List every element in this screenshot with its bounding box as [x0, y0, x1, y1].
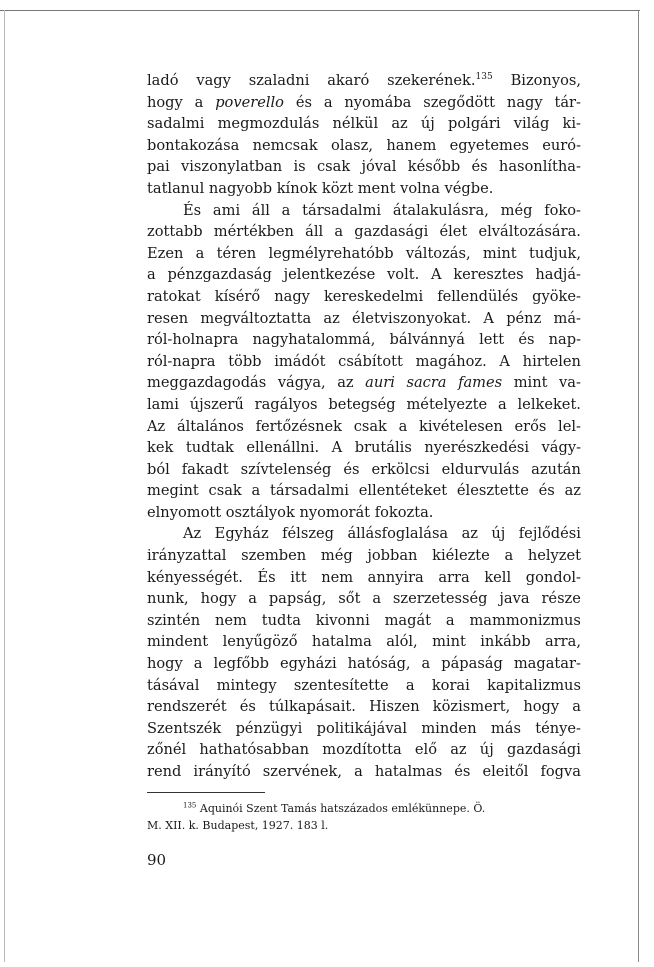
- word: és: [239, 698, 256, 716]
- word: vagy: [196, 72, 231, 89]
- word: társadalmi: [270, 482, 349, 500]
- page-number: 90: [147, 851, 167, 869]
- word: azután: [531, 460, 581, 478]
- word: hogy: [147, 93, 183, 111]
- word: a: [572, 698, 581, 716]
- word: A: [499, 352, 510, 370]
- word: sacra: [406, 374, 447, 392]
- word: lel-: [558, 417, 581, 435]
- word: hogy: [200, 590, 237, 608]
- word: több: [228, 352, 262, 370]
- word: kiélezte: [432, 547, 490, 565]
- word: sőt: [338, 590, 361, 608]
- text-line: [147, 416, 581, 438]
- text-line: [147, 394, 581, 416]
- word: eleitől: [482, 763, 529, 780]
- word: nemcsak: [252, 136, 318, 154]
- word: mértékben: [213, 223, 294, 241]
- word: bálvánnyá: [389, 331, 465, 349]
- word: és: [343, 460, 360, 478]
- word: a: [147, 266, 156, 284]
- word: hogy: [147, 655, 183, 673]
- word: kísérő: [214, 287, 261, 305]
- word: a: [398, 417, 408, 435]
- word: ról-napra: [147, 352, 216, 370]
- word: az: [450, 741, 467, 759]
- word: a: [193, 655, 203, 673]
- text-line: [147, 156, 581, 178]
- word: csak: [208, 482, 242, 500]
- word: jelentkezése: [283, 266, 376, 284]
- word: hatalma: [311, 633, 372, 651]
- text-line: [147, 718, 581, 740]
- word: meggazdagodás: [147, 374, 267, 392]
- text-line: [147, 372, 581, 394]
- word: mindent: [147, 633, 209, 651]
- footnote-line-2: M. XII. k. Budapest, 1927. 183 l.: [147, 819, 329, 832]
- word: téren: [216, 244, 257, 262]
- word: legmélyrehatóbb: [268, 244, 394, 262]
- word: kell: [484, 568, 512, 586]
- page-edge-left: [4, 10, 5, 962]
- word: java: [499, 590, 530, 608]
- word: kivételesen: [419, 417, 503, 435]
- text-line: [147, 70, 581, 92]
- word: Szentszék: [147, 719, 222, 737]
- word: jobban: [367, 547, 418, 565]
- word: életviszonyokat.: [352, 309, 472, 327]
- text-line: [147, 610, 581, 632]
- word: új: [491, 525, 506, 543]
- word: itt: [290, 568, 307, 586]
- word: élet: [439, 223, 468, 241]
- text-line: [147, 113, 581, 135]
- text-line: [147, 329, 581, 351]
- text-line: [147, 480, 581, 502]
- word: irányító: [193, 763, 251, 780]
- word: erkölcsi: [371, 460, 430, 478]
- word: nap-: [548, 331, 581, 349]
- word: osztályok: [225, 503, 300, 521]
- word: a: [248, 590, 257, 608]
- word: még: [500, 201, 533, 219]
- word: keresztes: [453, 266, 524, 284]
- footnote-line-1: [147, 800, 581, 817]
- word: a: [405, 676, 415, 694]
- text-line: [147, 221, 581, 243]
- word: gondol-: [525, 568, 581, 586]
- word: nyomába: [344, 93, 412, 111]
- word: az: [461, 525, 478, 543]
- word: kereskedelmi: [323, 287, 424, 305]
- word: ment: [357, 179, 401, 197]
- word: pénzgazdaság: [167, 266, 272, 284]
- word: hasonlítha-: [498, 158, 581, 176]
- word: Bizonyos,: [510, 72, 581, 89]
- word: fellendülés: [437, 287, 519, 305]
- word: kényességét.: [147, 568, 243, 586]
- text-line: [147, 761, 581, 783]
- word: zőnél: [147, 741, 187, 759]
- word: viszonylatban: [181, 158, 283, 176]
- word: lett: [479, 331, 505, 349]
- text-line: [147, 135, 581, 157]
- word: kínok: [276, 179, 322, 197]
- word: nem: [215, 611, 247, 629]
- word: hirtelen: [522, 352, 581, 370]
- text-line: [147, 286, 581, 308]
- text-line: [147, 351, 581, 373]
- word: betegség: [328, 395, 396, 413]
- word: elő: [414, 741, 437, 759]
- text-line: [147, 653, 581, 675]
- word: hatalmas: [374, 763, 443, 780]
- word: tár-: [554, 93, 581, 111]
- text-line: [147, 437, 581, 459]
- footnote-text-1: Aquinói Szent Tamás hatszázados emlékünnepe. Ö.: [196, 802, 486, 815]
- word: nem: [321, 568, 354, 586]
- word: az: [564, 482, 581, 500]
- word: szervének,: [262, 763, 342, 780]
- word: pénz: [506, 309, 542, 327]
- word: rendszerét: [147, 698, 227, 716]
- word: nagy: [506, 93, 543, 111]
- word: lami: [147, 395, 179, 413]
- word: szekerének.$^{135}$: [387, 72, 493, 89]
- text-line: [147, 739, 581, 761]
- word: nagyhatalommá,: [252, 331, 376, 349]
- word: A: [331, 439, 343, 457]
- word: A: [483, 309, 494, 327]
- word: fokozta.: [374, 503, 434, 521]
- word: hatóság,: [347, 655, 411, 673]
- word: szemben: [241, 547, 307, 565]
- word: pápaság: [441, 655, 503, 673]
- word: pai: [147, 158, 170, 176]
- word: nyomorát: [299, 503, 375, 521]
- word: a: [251, 482, 261, 500]
- word: szegődött: [423, 93, 496, 111]
- word: irányzattal: [147, 547, 227, 565]
- word: vágya,: [277, 374, 326, 392]
- word: szintén: [147, 611, 201, 629]
- word: csábított: [338, 352, 403, 370]
- word: És: [183, 201, 202, 219]
- word: a: [498, 395, 507, 413]
- word: csak: [316, 158, 351, 176]
- word: sadalmi: [147, 115, 205, 133]
- word: a: [421, 655, 431, 673]
- word: annyira: [367, 568, 424, 586]
- word: a: [445, 611, 455, 629]
- word: kek: [147, 439, 174, 457]
- word: ami: [212, 201, 241, 219]
- page-edge-top: [0, 10, 640, 11]
- word: euró-: [542, 136, 581, 154]
- word: ténye-: [535, 719, 581, 737]
- word: fakadt: [181, 460, 229, 478]
- word: papság,: [268, 590, 327, 608]
- word: ragályos: [254, 395, 318, 413]
- word: erős: [514, 417, 547, 435]
- word: szívtelenség: [240, 460, 332, 478]
- word: ki-: [562, 115, 581, 133]
- word: vágy-: [541, 439, 581, 457]
- word: inkább: [480, 633, 531, 651]
- word: tásával: [147, 676, 200, 694]
- word: olasz,: [331, 136, 374, 154]
- word: közismert,: [432, 698, 511, 716]
- word: átalakulásra,: [392, 201, 489, 219]
- word: hogy: [523, 698, 560, 716]
- word: társadalmi: [302, 201, 382, 219]
- word: ról-holnapra: [147, 331, 239, 349]
- word: még: [320, 547, 353, 565]
- word: más: [490, 719, 521, 737]
- word: egyházi: [279, 655, 337, 673]
- word: És: [257, 568, 276, 586]
- word: jóval: [361, 158, 397, 176]
- word: resen: [147, 309, 189, 327]
- word: má-: [553, 309, 581, 327]
- text-line: [147, 545, 581, 567]
- word: kapitalizmus: [487, 676, 581, 694]
- word: nyerészkedési: [424, 439, 530, 457]
- word: része: [541, 590, 581, 608]
- word: brutális: [354, 439, 412, 457]
- text-line: [147, 502, 581, 524]
- word: mint: [513, 374, 548, 392]
- word: auri: [365, 374, 395, 392]
- word: fejlődési: [518, 525, 581, 543]
- text-line: [147, 567, 581, 589]
- text-line: [147, 92, 581, 114]
- word: va-: [559, 374, 581, 392]
- word: mintegy: [216, 676, 277, 694]
- text-line: [147, 696, 581, 718]
- word: gazdasági: [354, 223, 429, 241]
- word: megváltoztatta: [200, 309, 312, 327]
- word: A: [431, 266, 442, 284]
- word: túlkapásait.: [269, 698, 356, 716]
- word: lenyűgöző: [222, 633, 298, 651]
- word: ból: [147, 460, 170, 478]
- word: ellenállni.: [246, 439, 320, 457]
- word: végbe.: [444, 179, 494, 197]
- word: arra,: [544, 633, 581, 651]
- word: magát: [384, 611, 432, 629]
- word: zottabb: [147, 223, 203, 241]
- word: változás,: [405, 244, 471, 262]
- word: az: [391, 115, 408, 133]
- text-line: [147, 308, 581, 330]
- word: megint: [147, 482, 199, 500]
- word: kivonni: [315, 611, 370, 629]
- text-line: [147, 178, 581, 200]
- word: az: [337, 374, 354, 392]
- word: alól,: [386, 633, 418, 651]
- word: fogva: [540, 763, 581, 780]
- word: politikájával: [316, 719, 407, 737]
- text-line: [147, 523, 581, 545]
- word: a: [194, 93, 204, 111]
- word: rend: [147, 763, 182, 780]
- text-line: [147, 631, 581, 653]
- word: egyetemes: [449, 136, 529, 154]
- word: korai: [431, 676, 470, 694]
- word: nunk,: [147, 590, 189, 608]
- word: poverello: [215, 93, 284, 111]
- text-line: [147, 588, 581, 610]
- word: minden: [421, 719, 477, 737]
- word: imádót: [274, 352, 326, 370]
- word: az: [323, 309, 340, 327]
- word: hathatósabban: [199, 741, 310, 759]
- word: állásfoglalása: [347, 525, 449, 543]
- word: fertőzésnek: [255, 417, 342, 435]
- word: tatlanul: [147, 179, 209, 197]
- word: magához.: [415, 352, 487, 370]
- word: és: [295, 93, 312, 111]
- word: elváltozására.: [478, 223, 581, 241]
- word: a: [323, 93, 333, 111]
- word: áll: [251, 201, 270, 219]
- word: a: [372, 590, 382, 608]
- word: mint: [432, 633, 466, 651]
- word: szerzetesség: [392, 590, 488, 608]
- word: a: [334, 223, 344, 241]
- word: bontakozása: [147, 136, 240, 154]
- word: hanem: [386, 136, 437, 154]
- word: akaró: [327, 72, 370, 89]
- word: és: [471, 158, 488, 176]
- word: Ezen: [147, 244, 184, 262]
- footnote: [147, 800, 581, 834]
- word: volna: [400, 179, 445, 197]
- word: legfőbb: [213, 655, 269, 673]
- text-line: [147, 200, 581, 222]
- word: a: [281, 201, 291, 219]
- word: arra: [438, 568, 470, 586]
- word: mételyezte: [406, 395, 488, 413]
- text-line: [147, 243, 581, 265]
- word: szentesítette: [293, 676, 389, 694]
- word: is: [293, 158, 306, 176]
- word: általános: [176, 417, 244, 435]
- word: a: [354, 763, 363, 780]
- footnote-rule: [147, 792, 265, 793]
- word: áll: [305, 223, 324, 241]
- text-line: [147, 675, 581, 697]
- word: tudtak: [185, 439, 234, 457]
- word: és: [454, 763, 471, 780]
- text-line: [147, 264, 581, 286]
- word: ladó: [147, 72, 179, 89]
- word: gyöke-: [532, 287, 581, 305]
- word: Hiszen: [369, 698, 420, 716]
- word: mozdította: [322, 741, 402, 759]
- word: és: [538, 482, 555, 500]
- word: gazdasági: [506, 741, 581, 759]
- word: közt: [321, 179, 358, 197]
- word: hadjá-: [535, 266, 581, 284]
- word: volt.: [387, 266, 420, 284]
- word: foko-: [544, 201, 581, 219]
- text-line: [147, 459, 581, 481]
- word: a: [195, 244, 205, 262]
- word: csak: [353, 417, 387, 435]
- word: eldurvulás: [441, 460, 520, 478]
- word: helyzet: [527, 547, 581, 565]
- word: félszeg: [282, 525, 335, 543]
- word: új: [479, 741, 494, 759]
- page-edge-right: [638, 10, 639, 962]
- word: mint: [482, 244, 517, 262]
- word: elnyomott: [147, 503, 226, 521]
- word: pénzügyi: [235, 719, 303, 737]
- footnote-reference: 135: [475, 72, 493, 83]
- word: a: [504, 547, 514, 565]
- word: nagyobb: [208, 179, 277, 197]
- word: Az: [147, 417, 166, 435]
- word: szaladni: [248, 72, 310, 89]
- word: újszerű: [189, 395, 244, 413]
- word: mammonizmus: [469, 611, 581, 629]
- word: lelkeket.: [517, 395, 581, 413]
- word: és: [518, 331, 535, 349]
- word: nélkül: [332, 115, 379, 133]
- word: ellentéteket: [358, 482, 448, 500]
- word: Egyház: [214, 525, 269, 543]
- word: új: [420, 115, 435, 133]
- word: magatar-: [513, 655, 581, 673]
- word: nagy: [274, 287, 310, 305]
- word: tudjuk,: [528, 244, 581, 262]
- word: Az: [183, 525, 202, 543]
- word: tudta: [261, 611, 301, 629]
- word: később: [407, 158, 461, 176]
- body-text: [147, 70, 581, 783]
- footnote-marker: 135: [183, 801, 197, 810]
- word: polgári: [448, 115, 501, 133]
- word: ratokat: [147, 287, 201, 305]
- word: fames: [458, 374, 503, 392]
- word: világ: [513, 115, 550, 133]
- word: megmozdulás: [217, 115, 320, 133]
- word: élesztette: [456, 482, 529, 500]
